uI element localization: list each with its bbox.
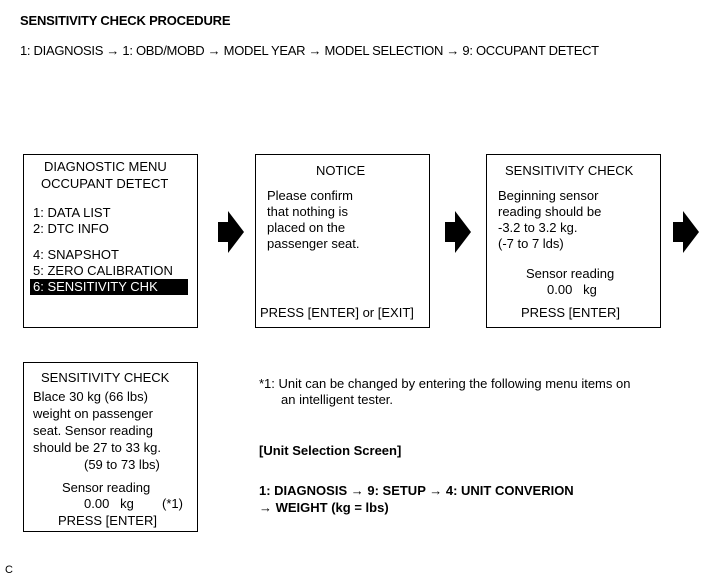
footnote-line: *1: Unit can be changed by entering the following menu items on <box>259 376 631 391</box>
menu-heading-2: OCCUPANT DETECT <box>41 176 169 191</box>
menu-item-zero-calibration[interactable]: 5: ZERO CALIBRATION <box>33 263 173 278</box>
sensitivity-check-screen-weighted <box>23 362 198 532</box>
sensitivity-heading: SENSITIVITY CHECK <box>41 370 170 385</box>
instruction-line: weight on passenger <box>33 406 153 421</box>
menu-item-snapshot[interactable]: 4: SNAPSHOT <box>33 247 119 262</box>
notice-heading: NOTICE <box>316 163 366 178</box>
sensor-reading-label: Sensor reading <box>62 480 151 495</box>
right-arrow-icon <box>673 211 699 253</box>
corner-label: C <box>5 564 13 576</box>
diagnostic-menu-screen <box>23 154 198 328</box>
right-arrow-icon <box>445 211 471 253</box>
instruction-line: -3.2 to 3.2 kg. <box>498 220 578 235</box>
footnote-line: an intelligent tester. <box>281 392 394 407</box>
right-arrow-icon <box>218 211 244 253</box>
instruction-line: should be 27 to 33 kg. <box>33 440 161 455</box>
sensor-reading-value: 0.00 kg <box>84 496 134 511</box>
menu-item-dtc-info[interactable]: 2: DTC INFO <box>33 221 109 236</box>
weight-range-lbs: (59 to 73 lbs) <box>84 457 160 472</box>
instruction-line: Beginning sensor <box>498 188 599 203</box>
notice-text-line: passenger seat. <box>267 236 360 251</box>
sensor-reading-value: 0.00 kg <box>547 282 597 297</box>
navigation-path: 1: DIAGNOSIS → 1: OBD/MOBD → MODEL YEAR → MODEL SELECTION → 9: OCCUPANT DETECT <box>20 43 599 58</box>
unit-menu-path: 1: DIAGNOSIS → 9: SETUP → 4: UNIT CONVERION <box>259 483 574 498</box>
instruction-line: reading should be <box>498 204 602 219</box>
notice-screen <box>255 154 430 328</box>
notice-text-line: Please confirm <box>267 188 353 203</box>
unit-menu-path: → WEIGHT (kg = lbs) <box>259 500 389 515</box>
sensor-reading-label: Sensor reading <box>526 266 615 281</box>
notice-text-line: placed on the <box>267 220 346 235</box>
press-enter-footer: PRESS [ENTER] <box>521 305 620 320</box>
sensitivity-heading: SENSITIVITY CHECK <box>505 163 634 178</box>
instruction-line: Blace 30 kg (66 lbs) <box>33 389 148 404</box>
notice-text-line: that nothing is <box>267 204 348 219</box>
procedure-title: SENSITIVITY CHECK PROCEDURE <box>20 13 231 28</box>
instruction-line: (-7 to 7 lds) <box>498 236 564 251</box>
menu-item-data-list[interactable]: 1: DATA LIST <box>33 205 111 220</box>
press-enter-footer: PRESS [ENTER] <box>58 513 157 528</box>
menu-item-sensitivity-chk[interactable]: 6: SENSITIVITY CHK <box>30 279 188 295</box>
menu-heading-1: DIAGNOSTIC MENU <box>44 159 167 174</box>
unit-selection-heading: [Unit Selection Screen] <box>259 443 402 458</box>
notice-footer: PRESS [ENTER] or [EXIT] <box>260 305 414 320</box>
sensitivity-check-screen-initial <box>486 154 661 328</box>
instruction-line: seat. Sensor reading <box>33 423 153 438</box>
footnote-reference: (*1) <box>162 496 183 511</box>
